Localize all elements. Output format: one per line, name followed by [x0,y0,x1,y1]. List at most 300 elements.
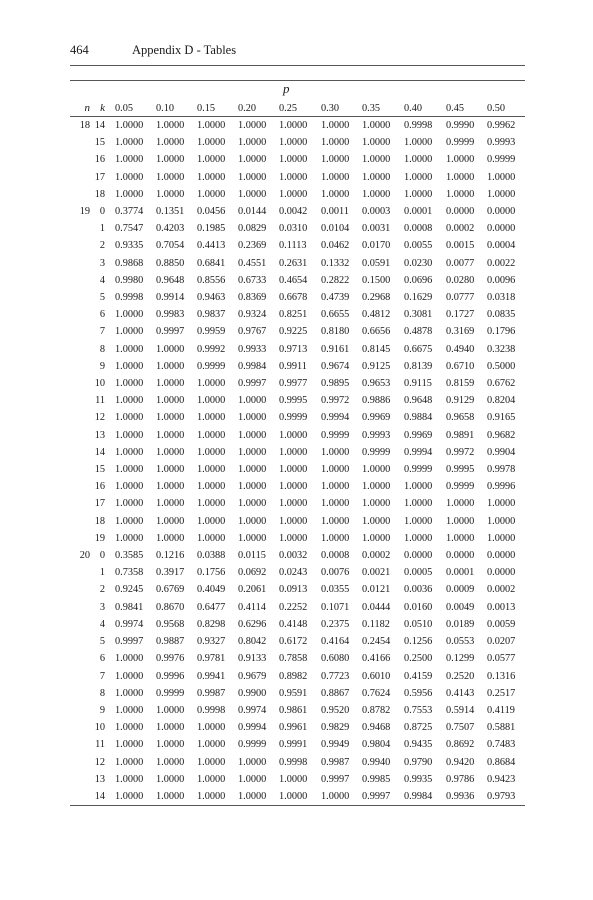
n-cell [70,530,90,547]
probability-cell: 1.0000 [362,154,391,166]
probability-cell: 1.0000 [115,309,144,321]
table-row [70,375,525,392]
probability-cell: 0.2517 [487,687,516,699]
probability-cell: 0.9591 [279,687,308,699]
probability-cell: 0.0000 [446,206,475,218]
probability-cell: 0.0170 [362,240,391,252]
probability-cell: 0.9420 [446,756,475,768]
probability-cell: 0.0310 [279,223,308,235]
probability-cell: 1.0000 [404,532,433,544]
probability-cell: 0.1216 [156,550,185,562]
probability-cell: 0.9999 [238,739,267,751]
probability-cell: 1.0000 [238,395,267,407]
probability-cell: 1.0000 [238,446,267,458]
probability-cell: 1.0000 [197,154,226,166]
probability-cell: 0.8139 [404,360,433,372]
probability-cell: 0.1256 [404,636,433,648]
probability-cell: 1.0000 [115,360,144,372]
probability-cell: 0.9648 [404,395,433,407]
probability-cell: 0.2061 [238,584,267,596]
probability-cell: 1.0000 [279,481,308,493]
table-row [70,255,525,272]
probability-cell: 1.0000 [156,498,185,510]
probability-cell: 1.0000 [115,412,144,424]
probability-cell: 1.0000 [275,788,317,806]
probability-cell: 1.0000 [321,154,350,166]
probability-cell: 0.1316 [487,670,516,682]
probability-cell: 0.8556 [197,274,226,286]
probability-cell: 0.9861 [279,704,308,716]
probability-cell: 0.8298 [197,618,226,630]
probability-cell: 0.0692 [238,567,267,579]
probability-cell: 0.0096 [487,274,516,286]
probability-cell: 0.9991 [279,739,308,751]
probability-cell: 0.9767 [238,326,267,338]
probability-cell: 0.9335 [115,240,144,252]
probability-cell: 0.0355 [321,584,350,596]
probability-cell: 0.8867 [321,687,350,699]
probability-cell: 0.1182 [362,618,390,630]
probability-cell: 1.0000 [156,360,185,372]
n-cell [70,771,90,788]
probability-cell: 1.0000 [115,687,144,699]
k-cell: 13 [94,429,105,441]
probability-cell: 0.6762 [487,378,516,390]
probability-cell: 0.0021 [362,567,391,579]
n-cell [70,151,90,168]
probability-cell: 0.0008 [321,550,350,562]
table-row [70,186,525,203]
table-row [70,203,525,220]
probability-cell: 1.0000 [197,515,226,527]
probability-cell: 0.0002 [487,584,516,596]
probability-cell: 0.8251 [279,309,308,321]
probability-cell: 0.8782 [362,704,391,716]
table-row [70,220,525,237]
probability-cell: 1.0000 [279,120,308,131]
n-cell [70,169,90,186]
probability-cell: 1.0000 [197,464,226,476]
probability-cell: 1.0000 [362,498,391,510]
probability-cell: 1.0000 [487,171,516,183]
n-cell [70,616,90,633]
probability-cell: 1.0000 [115,532,144,544]
probability-cell: 1.0000 [197,481,226,493]
probability-cell: 0.0444 [362,601,391,613]
probability-cell: 1.0000 [115,704,144,716]
table-row [70,788,525,806]
probability-cell: 0.3917 [156,567,185,579]
probability-cell: 0.0000 [487,223,516,235]
probability-cell: 0.9790 [404,756,433,768]
probability-cell: 0.9996 [156,670,185,682]
probability-cell: 1.0000 [321,532,350,544]
probability-cell: 0.9682 [487,429,516,441]
probability-cell: 0.8850 [156,257,185,269]
probability-cell: 0.9999 [404,464,433,476]
probability-cell: 0.9781 [197,653,226,665]
probability-cell: 1.0000 [446,498,475,510]
probability-cell: 0.0003 [362,206,391,218]
probability-cell: 1.0000 [156,532,185,544]
probability-cell: 0.8982 [279,670,308,682]
page-number: 464 [70,43,89,57]
probability-cell: 0.8684 [487,756,516,768]
p-column-header: 0.45 [442,101,483,117]
probability-cell: 1.0000 [487,498,516,510]
probability-cell: 0.0001 [446,567,475,579]
probability-cell: 0.0008 [404,223,433,235]
probability-cell: 1.0000 [156,446,185,458]
probability-cell: 1.0000 [156,120,185,131]
probability-cell: 1.0000 [321,515,350,527]
probability-cell: 0.9974 [238,704,267,716]
probability-cell: 0.9886 [362,395,391,407]
probability-cell: 0.1727 [446,309,475,321]
probability-cell: 0.4114 [238,601,266,613]
probability-cell: 0.9933 [238,343,267,355]
n-cell [70,719,90,736]
probability-cell: 1.0000 [279,515,308,527]
probability-cell: 0.9969 [362,412,391,424]
probability-cell: 1.0000 [404,515,433,527]
probability-cell: 0.9997 [115,636,144,648]
probability-cell: 1.0000 [238,515,267,527]
probability-cell: 0.5000 [487,360,516,372]
k-cell: 14 [90,788,111,806]
n-cell [70,444,90,461]
table-row [70,771,525,788]
probability-cell: 0.1985 [197,223,226,235]
probability-cell: 1.0000 [197,120,226,131]
probability-cell: 0.0553 [446,636,475,648]
probability-cell: 0.0005 [404,567,433,579]
probability-cell: 1.0000 [362,171,391,183]
p-column-header: 0.05 [111,101,152,117]
k-cell: 4 [99,618,105,630]
probability-cell: 0.9804 [362,739,391,751]
probability-cell: 0.2822 [321,274,350,286]
probability-cell: 0.9999 [279,412,308,424]
probability-cell: 0.1500 [362,274,391,286]
probability-cell: 1.0000 [321,446,350,458]
probability-cell: 1.0000 [362,120,391,131]
probability-cell: 0.6675 [404,343,433,355]
n-cell [70,255,90,272]
probability-cell: 0.4143 [446,687,475,699]
probability-cell: 0.9900 [238,687,267,699]
probability-cell: 0.1629 [404,292,433,304]
probability-cell: 1.0000 [156,722,185,734]
p-column-header: 0.40 [400,101,442,117]
probability-cell: 0.0049 [446,601,475,613]
probability-cell: 0.0696 [404,274,433,286]
n-cell [70,358,90,375]
n-cell [70,668,90,685]
n-column-header: n [70,101,90,117]
probability-cell: 1.0000 [193,788,234,806]
probability-cell: 1.0000 [156,154,185,166]
probability-cell: 0.0036 [404,584,433,596]
probability-cell: 0.7624 [362,687,391,699]
probability-cell: 0.0015 [446,240,475,252]
k-cell: 1 [99,223,105,235]
probability-cell: 0.0011 [321,206,349,218]
table-body [70,117,525,806]
probability-cell: 0.8180 [321,326,350,338]
probability-cell: 0.4119 [487,704,515,716]
probability-cell: 0.0002 [446,223,475,235]
probability-cell: 0.4166 [362,653,391,665]
p-axis-label: p [283,81,290,96]
probability-cell: 0.9999 [446,137,475,149]
probability-cell: 1.0000 [115,120,144,131]
n-cell [70,478,90,495]
probability-cell: 0.0591 [362,257,391,269]
probability-cell: 0.2500 [404,653,433,665]
probability-cell: 0.6296 [238,618,267,630]
probability-cell: 0.9972 [321,395,350,407]
k-cell: 10 [94,722,105,734]
probability-cell: 0.8369 [238,292,267,304]
k-cell: 13 [94,773,105,785]
probability-cell: 0.0000 [487,567,516,579]
k-cell: 8 [99,687,105,699]
probability-cell: 0.9990 [446,120,475,131]
probability-cell: 0.9992 [197,343,226,355]
probability-cell: 1.0000 [317,788,358,806]
probability-cell: 0.9994 [321,412,350,424]
probability-cell: 0.9969 [404,429,433,441]
probability-cell: 0.0077 [446,257,475,269]
probability-cell: 0.9713 [279,343,308,355]
k-cell: 6 [99,309,105,321]
probability-cell: 0.8204 [487,395,516,407]
probability-cell: 0.3585 [115,550,144,562]
probability-cell: 0.9133 [238,653,267,665]
probability-cell: 1.0000 [197,395,226,407]
probability-cell: 0.4739 [321,292,350,304]
probability-cell: 1.0000 [362,137,391,149]
k-cell: 12 [94,412,105,424]
table-row [70,650,525,667]
k-cell: 0 [99,206,105,218]
probability-cell: 1.0000 [446,171,475,183]
probability-cell: 0.2968 [362,292,391,304]
k-cell: 1 [99,567,105,579]
probability-cell: 0.9974 [115,618,144,630]
n-cell [70,736,90,753]
n-cell [70,186,90,203]
probability-cell: 0.9225 [279,326,308,338]
table-row [70,564,525,581]
probability-cell: 0.0002 [362,550,391,562]
probability-cell: 0.6841 [197,257,226,269]
n-cell [70,323,90,340]
probability-cell: 1.0000 [362,532,391,544]
probability-cell: 1.0000 [115,137,144,149]
probability-cell: 1.0000 [115,446,144,458]
probability-cell: 0.1332 [321,257,350,269]
probability-cell: 1.0000 [156,739,185,751]
probability-cell: 0.9679 [238,670,267,682]
probability-cell: 0.7483 [487,739,516,751]
probability-cell: 0.4413 [197,240,226,252]
probability-cell: 0.6010 [362,670,391,682]
n-cell [70,272,90,289]
probability-cell: 0.0032 [279,550,308,562]
probability-cell: 1.0000 [115,154,144,166]
header-rule [70,65,525,66]
probability-cell: 0.0009 [446,584,475,596]
table-header-row [70,101,525,117]
p-column-header: 0.15 [193,101,234,117]
probability-cell: 0.0456 [197,206,226,218]
k-cell: 3 [99,601,105,613]
probability-cell: 1.0000 [238,756,267,768]
probability-cell: 0.9987 [321,756,350,768]
probability-cell: 0.6710 [446,360,475,372]
table-row [70,633,525,650]
probability-cell: 1.0000 [197,446,226,458]
probability-cell: 1.0000 [321,171,350,183]
p-column-header: 0.10 [152,101,193,117]
probability-cell: 0.2454 [362,636,391,648]
probability-cell: 1.0000 [487,188,516,200]
probability-cell: 0.2520 [446,670,475,682]
probability-cell: 0.9940 [362,756,391,768]
table-row [70,495,525,512]
table-row [70,702,525,719]
probability-cell: 0.0121 [362,584,391,596]
probability-cell: 0.9999 [156,687,185,699]
table-row [70,427,525,444]
probability-cell: 0.6678 [279,292,308,304]
probability-cell: 1.0000 [156,378,185,390]
probability-cell: 1.0000 [279,137,308,149]
probability-cell: 0.0042 [279,206,308,218]
k-cell: 9 [99,704,105,716]
k-cell: 5 [99,292,105,304]
probability-cell: 1.0000 [156,481,185,493]
table-row [70,444,525,461]
probability-cell: 0.4878 [404,326,433,338]
k-cell: 19 [94,532,105,544]
table-row [70,461,525,478]
probability-cell: 0.9935 [404,773,433,785]
probability-cell: 0.9793 [483,788,525,806]
probability-cell: 1.0000 [197,188,226,200]
n-cell [70,427,90,444]
n-cell [70,289,90,306]
probability-cell: 0.0913 [279,584,308,596]
probability-cell: 1.0000 [238,429,267,441]
probability-cell: 0.1351 [156,206,185,218]
probability-cell: 1.0000 [156,773,185,785]
table-row [70,392,525,409]
probability-cell: 1.0000 [362,515,391,527]
probability-cell: 1.0000 [115,498,144,510]
probability-cell: 0.9999 [321,429,350,441]
probability-cell: 1.0000 [197,532,226,544]
probability-cell: 0.9786 [446,773,475,785]
probability-cell: 1.0000 [115,429,144,441]
p-column-header: 0.20 [234,101,275,117]
probability-cell: 0.4654 [279,274,308,286]
probability-cell: 0.9129 [446,395,475,407]
probability-cell: 0.8692 [446,739,475,751]
probability-cell: 1.0000 [279,446,308,458]
probability-cell: 1.0000 [446,515,475,527]
n-cell [70,702,90,719]
probability-cell: 0.0001 [404,206,433,218]
probability-cell: 0.0462 [321,240,350,252]
probability-cell: 0.0022 [487,257,516,269]
n-cell: 19 [79,206,90,218]
probability-cell: 0.9998 [115,292,144,304]
probability-cell: 0.0000 [487,550,516,562]
n-cell [70,134,90,151]
probability-cell: 0.9829 [321,722,350,734]
n-cell [70,461,90,478]
probability-cell: 1.0000 [404,171,433,183]
probability-cell: 0.9984 [400,788,442,806]
probability-cell: 1.0000 [404,498,433,510]
probability-cell: 0.1756 [197,567,226,579]
probability-cell: 0.0104 [321,223,350,235]
probability-cell: 1.0000 [197,429,226,441]
probability-cell: 0.0115 [238,550,266,562]
probability-cell: 0.7358 [115,567,144,579]
probability-cell: 0.9245 [115,584,144,596]
probability-cell: 1.0000 [115,188,144,200]
probability-cell: 0.4159 [404,670,433,682]
probability-cell: 0.9997 [238,378,267,390]
probability-cell: 0.0230 [404,257,433,269]
probability-cell: 1.0000 [238,773,267,785]
probability-cell: 1.0000 [156,464,185,476]
probability-cell: 0.9983 [156,309,185,321]
n-cell [70,754,90,771]
probability-cell: 0.0059 [487,618,516,630]
probability-cell: 0.9999 [487,154,516,166]
probability-cell: 0.9997 [321,773,350,785]
probability-cell: 0.0004 [487,240,516,252]
probability-cell: 1.0000 [115,722,144,734]
k-column-header: k [90,101,111,117]
probability-cell: 1.0000 [321,188,350,200]
table-row [70,599,525,616]
probability-cell: 1.0000 [111,788,152,806]
k-cell: 7 [99,326,105,338]
probability-cell: 0.3169 [446,326,475,338]
probability-cell: 0.4049 [197,584,226,596]
k-cell: 18 [94,515,105,527]
probability-cell: 0.5881 [487,722,516,734]
probability-cell: 0.9998 [279,756,308,768]
probability-cell: 0.9904 [487,446,516,458]
probability-cell: 0.0280 [446,274,475,286]
probability-cell: 1.0000 [362,188,391,200]
table-row [70,358,525,375]
probability-cell: 0.9568 [156,618,185,630]
probability-cell: 0.7553 [404,704,433,716]
probability-cell: 0.9999 [446,481,475,493]
probability-cell: 0.9959 [197,326,226,338]
probability-cell: 0.0510 [404,618,433,630]
probability-cell: 0.0318 [487,292,516,304]
probability-cell: 0.0388 [197,550,226,562]
